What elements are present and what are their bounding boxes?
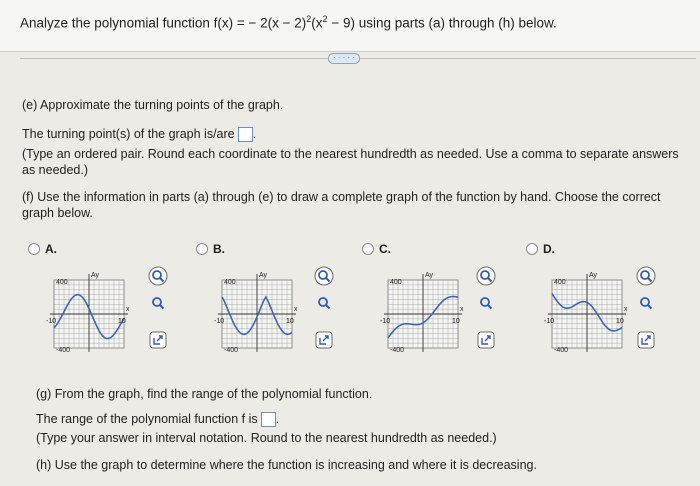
y-max-label: 400 — [390, 279, 402, 286]
open-new-window-icon[interactable] — [148, 330, 170, 352]
option-c-graph — [378, 268, 464, 354]
x-axis-label: x — [624, 306, 628, 313]
part-h-heading: (h) Use the graph to determine where the function is increasing and where it is decreasing. — [36, 458, 537, 472]
x-max-label: 10 — [286, 318, 294, 325]
x-max-label: 10 — [118, 318, 126, 325]
more-button[interactable]: · · · · · — [328, 53, 360, 64]
x-min-label: -10 — [544, 318, 555, 325]
part-f-line-1: (f) Use the information in parts (a) through (e) to draw a complete graph of the function by hand. Choose the correct — [22, 190, 661, 204]
open-new-window-icon[interactable] — [476, 330, 498, 352]
y-axis-label: Ay — [589, 272, 598, 279]
x-min-label: -10 — [214, 318, 225, 325]
part-f-line-2: graph below. — [22, 206, 93, 220]
y-min-label: -400 — [56, 347, 71, 354]
y-axis-label: Ay — [91, 272, 100, 279]
x-min-label: -10 — [380, 318, 391, 325]
option-b-label: B. — [213, 242, 225, 256]
zoom-in-icon[interactable] — [314, 266, 336, 288]
y-axis-label: Ay — [425, 272, 434, 279]
x-axis-label: x — [460, 306, 464, 313]
zoom-out-icon[interactable] — [314, 293, 336, 315]
turning-points-prompt: The turning point(s) of the graph is/are . — [22, 127, 257, 141]
y-min-label: -400 — [554, 347, 569, 354]
y-max-label: 400 — [224, 279, 236, 286]
x-min-label: -10 — [46, 318, 57, 325]
y-max-label: 400 — [56, 279, 68, 286]
x-max-label: 10 — [452, 318, 460, 325]
option-a-graph — [44, 268, 130, 354]
y-min-label: -400 — [224, 347, 239, 354]
zoom-out-icon[interactable] — [636, 293, 658, 315]
option-a-label: A. — [45, 242, 57, 256]
option-c-radio[interactable] — [362, 243, 374, 255]
open-new-window-icon[interactable] — [314, 330, 336, 352]
part-g-heading: (g) From the graph, find the range of the polynomial function. — [36, 387, 373, 401]
zoom-in-icon[interactable] — [476, 266, 498, 288]
y-max-label: 400 — [554, 279, 566, 286]
zoom-out-icon[interactable] — [148, 293, 170, 315]
option-d-graph — [542, 268, 628, 354]
y-min-label: -400 — [390, 347, 405, 354]
part-g-hint: (Type your answer in interval notation. Round to the nearest hundredth as needed.) — [36, 431, 497, 445]
x-max-label: 10 — [616, 318, 624, 325]
option-d-label: D. — [543, 242, 555, 256]
question-header — [0, 0, 700, 52]
x-axis-label: x — [126, 306, 130, 313]
option-d-radio[interactable] — [526, 243, 538, 255]
part-e-hint-2: as needed.) — [22, 163, 89, 177]
option-b-graph — [212, 268, 298, 354]
turning-points-answer-box[interactable] — [238, 127, 253, 142]
open-new-window-icon[interactable] — [636, 330, 658, 352]
option-c-label: C. — [379, 242, 391, 256]
range-prompt: The range of the polynomial function f is . — [36, 412, 280, 426]
part-e-hint-1: (Type an ordered pair. Round each coordinate to the nearest hundredth as needed. Use a comma to separate answers — [22, 147, 679, 161]
question-title: Analyze the polynomial function f(x) = − $2(x - 2)^2(x^2 - 9)$ using parts (a) through (h) below. — [20, 14, 557, 31]
zoom-in-icon[interactable] — [636, 266, 658, 288]
y-axis-label: Ay — [259, 272, 268, 279]
option-a-radio[interactable] — [28, 243, 40, 255]
part-e-heading: (e) Approximate the turning points of the graph. — [22, 98, 284, 112]
zoom-in-icon[interactable] — [148, 266, 170, 288]
range-answer-box[interactable] — [261, 412, 276, 427]
option-b-radio[interactable] — [196, 243, 208, 255]
zoom-out-icon[interactable] — [476, 293, 498, 315]
x-axis-label: x — [294, 306, 298, 313]
